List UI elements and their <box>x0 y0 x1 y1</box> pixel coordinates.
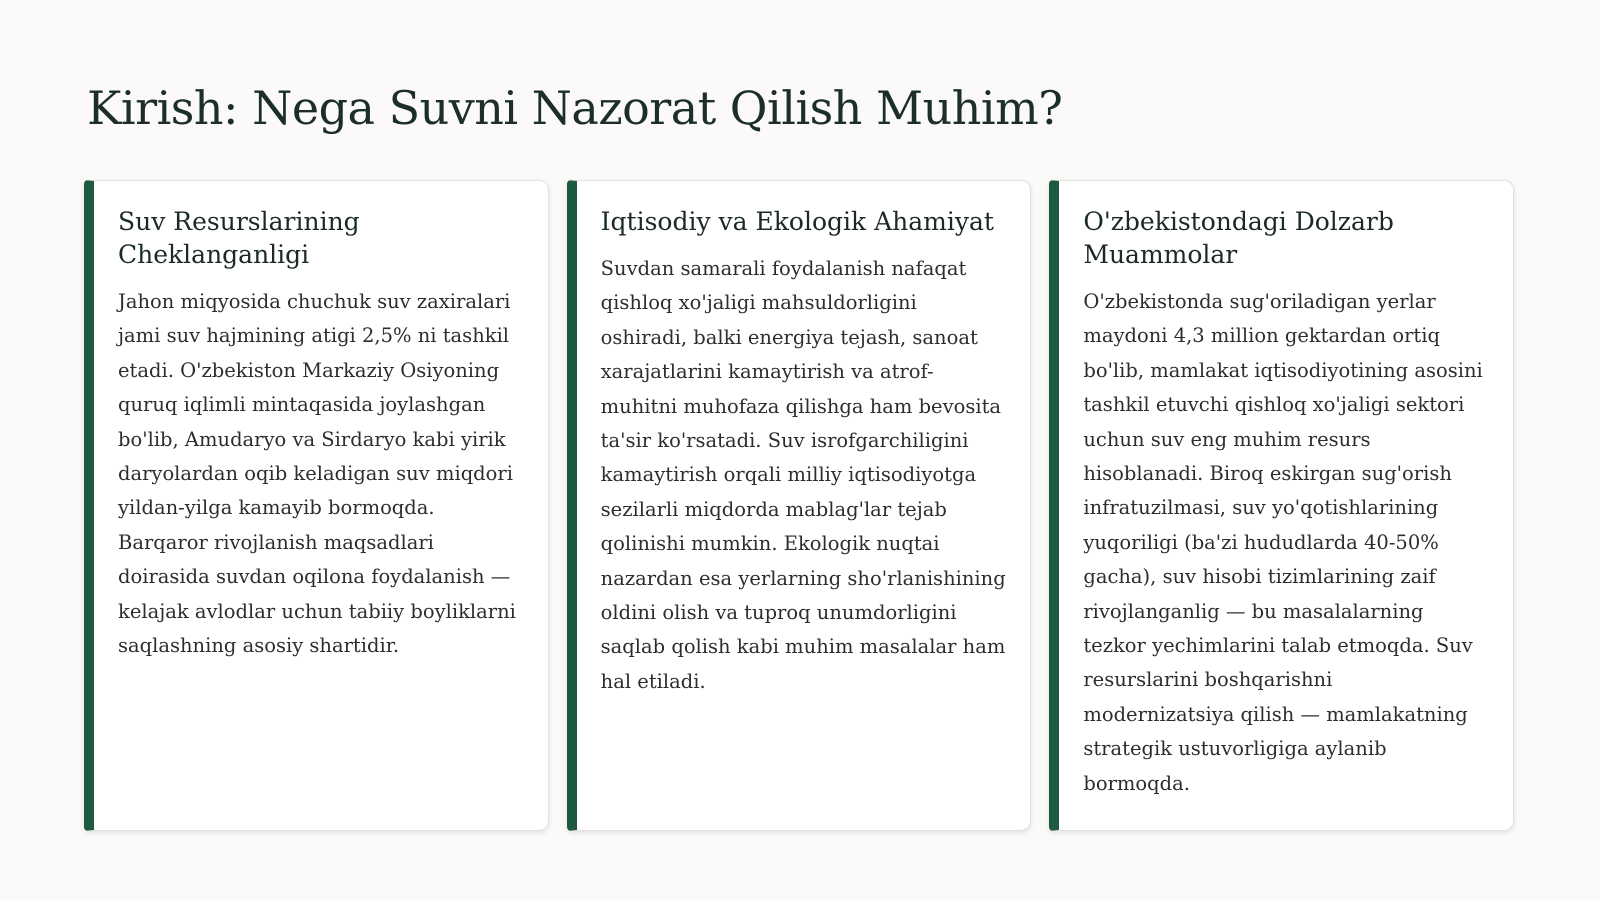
card-title: Iqtisodiy va Ekologik Ahamiyat <box>600 207 994 236</box>
card-uzbekistan-issues <box>1049 180 1514 831</box>
cards-row <box>84 180 1514 831</box>
page-title: Kirish: Nega Suvni Nazorat Qilish Muhim? <box>87 81 1063 135</box>
card-body: Suvdan samarali foydalanish nafaqat qishloq xo'jaligi mahsuldorligini oshiradi, balki energiya tejash, sanoat xarajatlarini kamaytirish va atrof-muhitni muhofaza qilishga ham bevosita ta'sir ko'rsatadi. Suv isrofgarchiligini kamaytirish orqali milliy iqtisodiyotga sezilarli miqdorda mablag'lar tejab qolinishi mumkin. Ekologik nuqtai nazardan esa yerlarning sho'rlanishining oldini olish va tuproq unumdorligini saqlab qolish kabi muhim masalalar ham hal etiladi. <box>600 257 1006 693</box>
card-body: O'zbekistonda sug'oriladigan yerlar maydoni 4,3 million gektardan ortiq bo'lib, mamlakat iqtisodiyotining asosini tashkil etuvchi qishloq xo'jaligi sektori uchun suv eng muhim resurs hisoblanadi. Biroq eskirgan sug'orish infratuzilmasi, suv yo'qotishlarining yuqoriligi (ba'zi hududlarda 40-50% gacha), suv hisobi tizimlarining zaif rivojlanganlig — bu masalalarning tezkor yechimlarini talab etmoqda. Suv resurslarini boshqarishni modernizatsiya qilish — mamlakatning strategik ustuvorligiga aylanib bormoqda. <box>1083 290 1483 795</box>
card-resource-scarcity <box>84 180 549 831</box>
card-body: Jahon miqyosida chuchuk suv zaxiralari jami suv hajmining atigi 2,5% ni tashkil etadi. O'zbekiston Markaziy Osiyoning quruq iqlimli mintaqasida joylashgan bo'lib, Amudaryo va Sirdaryo kabi yirik daryolardan oqib keladigan suv miqdori yildan-yilga kamayib bormoqda. Barqaror rivojlanish maqsadlari doirasida suvdan oqilona foydalanish — kelajak avlodlar uchun tabiiy boyliklarni saqlashning asosiy shartidir. <box>118 290 516 658</box>
card-title: O'zbekistondagi Dolzarb Muammolar <box>1083 207 1394 269</box>
card-title: Suv Resurslarining Cheklanganligi <box>118 207 360 269</box>
card-economic-ecological <box>567 180 1032 831</box>
